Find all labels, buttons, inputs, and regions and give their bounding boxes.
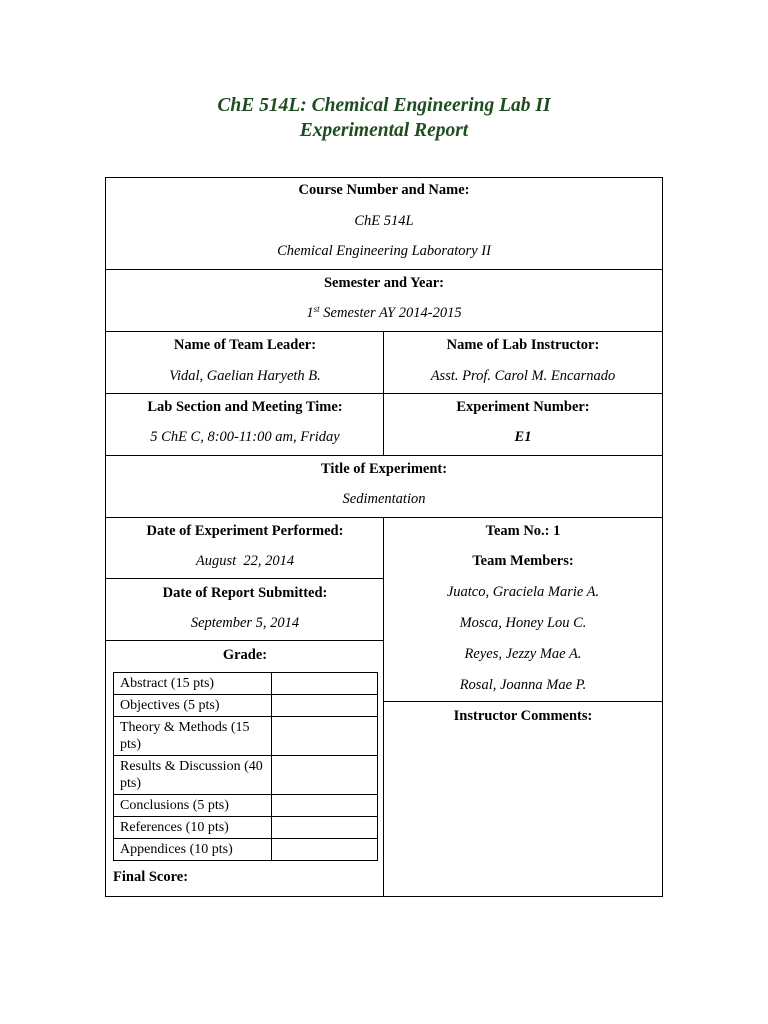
semester-value: 1st Semester AY 2014-2015 [306, 304, 462, 321]
instructor-value: Asst. Prof. Carol M. Encarnado [430, 368, 616, 384]
report-title-line2: Experimental Report [299, 120, 469, 141]
lab-section-value: 5 ChE C, 8:00-11:00 am, Friday [150, 429, 340, 445]
table-row [114, 756, 378, 795]
grade-table [113, 672, 378, 861]
experiment-title-label: Title of Experiment: [320, 461, 448, 477]
grade-criterion: Conclusions (5 pts) [114, 795, 272, 817]
divider [384, 701, 663, 702]
semester-label: Semester and Year: [323, 275, 444, 291]
divider [105, 455, 663, 456]
date-performed-value: August 22, 2014 [195, 553, 295, 569]
grade-criterion: Results & Discussion (40 pts) [114, 756, 272, 795]
table-row [114, 795, 378, 817]
team-member: Reyes, Jezzy Mae A. [464, 646, 582, 662]
course-label: Course Number and Name: [298, 182, 470, 198]
grade-criterion: Abstract (15 pts) [114, 673, 272, 695]
grade-score-cell[interactable] [272, 839, 378, 861]
team-members-label: Team Members: [472, 553, 574, 569]
grade-score-cell[interactable] [272, 795, 378, 817]
grade-score-cell[interactable] [272, 673, 378, 695]
grade-score-cell[interactable] [272, 717, 378, 756]
experiment-title-value: Sedimentation [342, 491, 426, 507]
grade-label: Grade: [222, 647, 268, 663]
experiment-number-value: E1 [514, 429, 532, 445]
team-leader-value: Vidal, Gaelian Haryeth B. [169, 368, 321, 384]
grade-score-cell[interactable] [272, 695, 378, 717]
table-row [114, 839, 378, 861]
grade-criterion: References (10 pts) [114, 817, 272, 839]
final-score-label: Final Score: [113, 869, 189, 885]
date-submitted-value: September 5, 2014 [190, 615, 300, 631]
team-leader-label: Name of Team Leader: [173, 337, 317, 353]
table-row [114, 817, 378, 839]
table-row [114, 717, 378, 756]
experiment-number-label: Experiment Number: [456, 399, 590, 415]
instructor-label: Name of Lab Instructor: [446, 337, 600, 353]
table-row [114, 673, 378, 695]
team-member: Juatco, Graciela Marie A. [446, 584, 600, 600]
lab-section-label: Lab Section and Meeting Time: [147, 399, 343, 415]
divider [105, 269, 663, 270]
divider [105, 578, 384, 579]
grade-score-cell[interactable] [272, 756, 378, 795]
date-submitted-label: Date of Report Submitted: [162, 585, 328, 601]
divider [105, 393, 663, 394]
report-title-line1: ChE 514L: Chemical Engineering Lab II [217, 95, 551, 116]
instructor-comments-area[interactable] [390, 730, 656, 890]
course-number: ChE 514L [354, 213, 414, 229]
date-performed-label: Date of Experiment Performed: [146, 523, 344, 539]
divider [105, 517, 663, 518]
table-row [114, 695, 378, 717]
grade-criterion: Objectives (5 pts) [114, 695, 272, 717]
instructor-comments-label: Instructor Comments: [453, 708, 593, 724]
team-member: Mosca, Honey Lou C. [459, 615, 587, 631]
course-name: Chemical Engineering Laboratory II [277, 243, 491, 259]
team-member: Rosal, Joanna Mae P. [459, 677, 587, 693]
team-number: Team No.: 1 [485, 523, 561, 539]
divider [105, 640, 384, 641]
grade-score-cell[interactable] [272, 817, 378, 839]
grade-criterion: Theory & Methods (15 pts) [114, 717, 272, 756]
grade-criterion: Appendices (10 pts) [114, 839, 272, 861]
divider [105, 331, 663, 332]
